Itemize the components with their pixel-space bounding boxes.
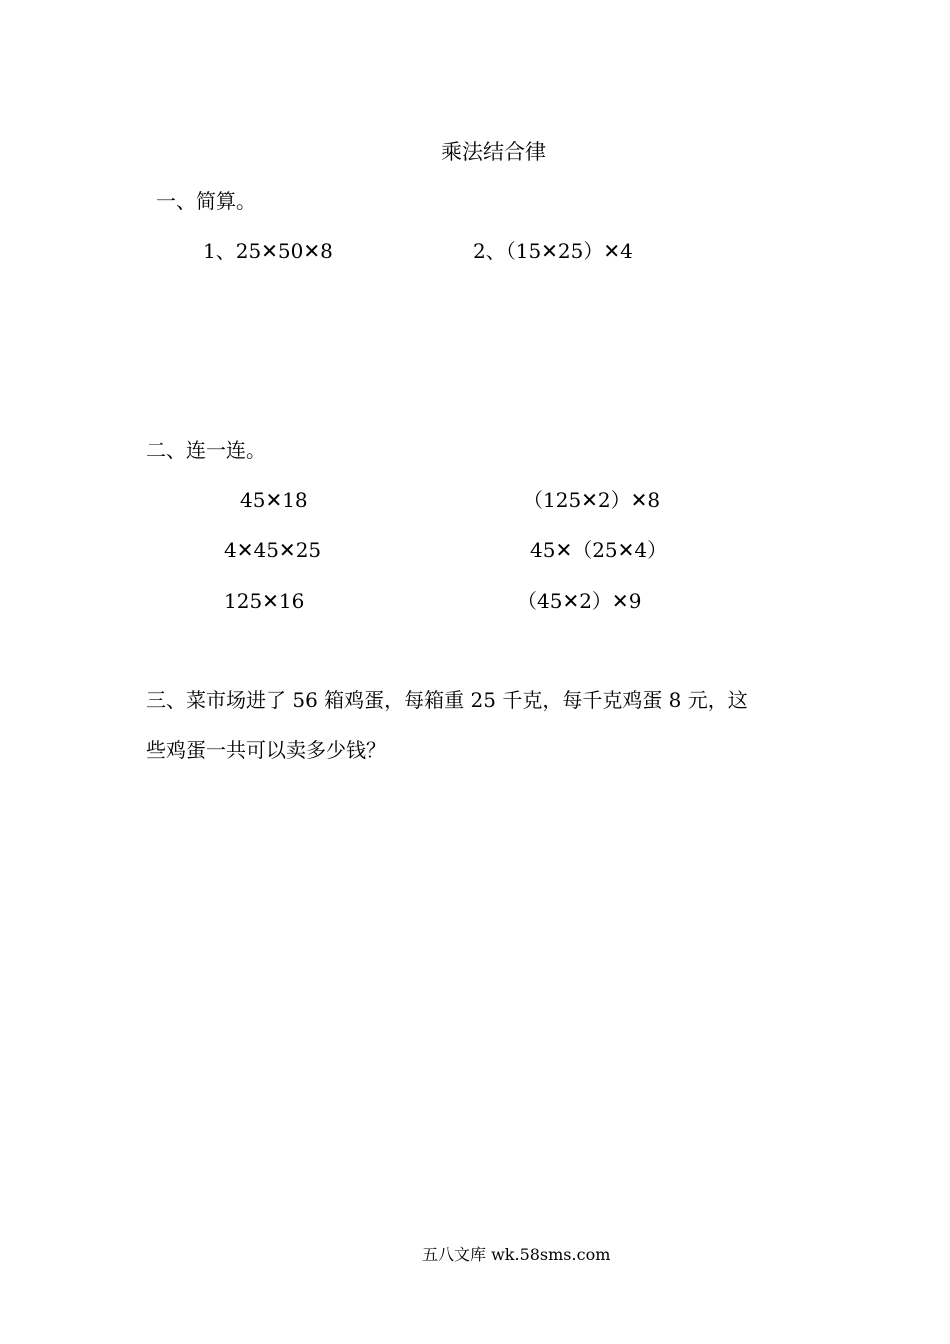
match-right-1: （125✕2）✕8 (523, 488, 661, 512)
match-right-3: （45✕2）✕9 (517, 589, 642, 613)
footer-watermark: 五八文库 wk.58sms.com (422, 1245, 611, 1264)
match-left-2: 4✕45✕25 (224, 538, 322, 562)
match-right-2: 45✕（25✕4） (530, 538, 668, 562)
section-3-line-2: 些鸡蛋一共可以卖多少钱？ (146, 738, 386, 762)
problem-1-1: 1、25✕50✕8 (203, 239, 333, 263)
problem-1-2: 2、（15✕25）✕4 (473, 239, 633, 263)
match-left-1: 45✕18 (240, 488, 308, 512)
section-3-line-1: 三、菜市场进了 56 箱鸡蛋，每箱重 25 千克，每千克鸡蛋 8 元，这 (146, 688, 748, 712)
match-left-3: 125✕16 (224, 589, 305, 613)
section-2-heading: 二、连一连。 (146, 438, 266, 462)
page-title: 乘法结合律 (441, 140, 546, 164)
section-1-heading: 一、简算。 (156, 189, 256, 213)
